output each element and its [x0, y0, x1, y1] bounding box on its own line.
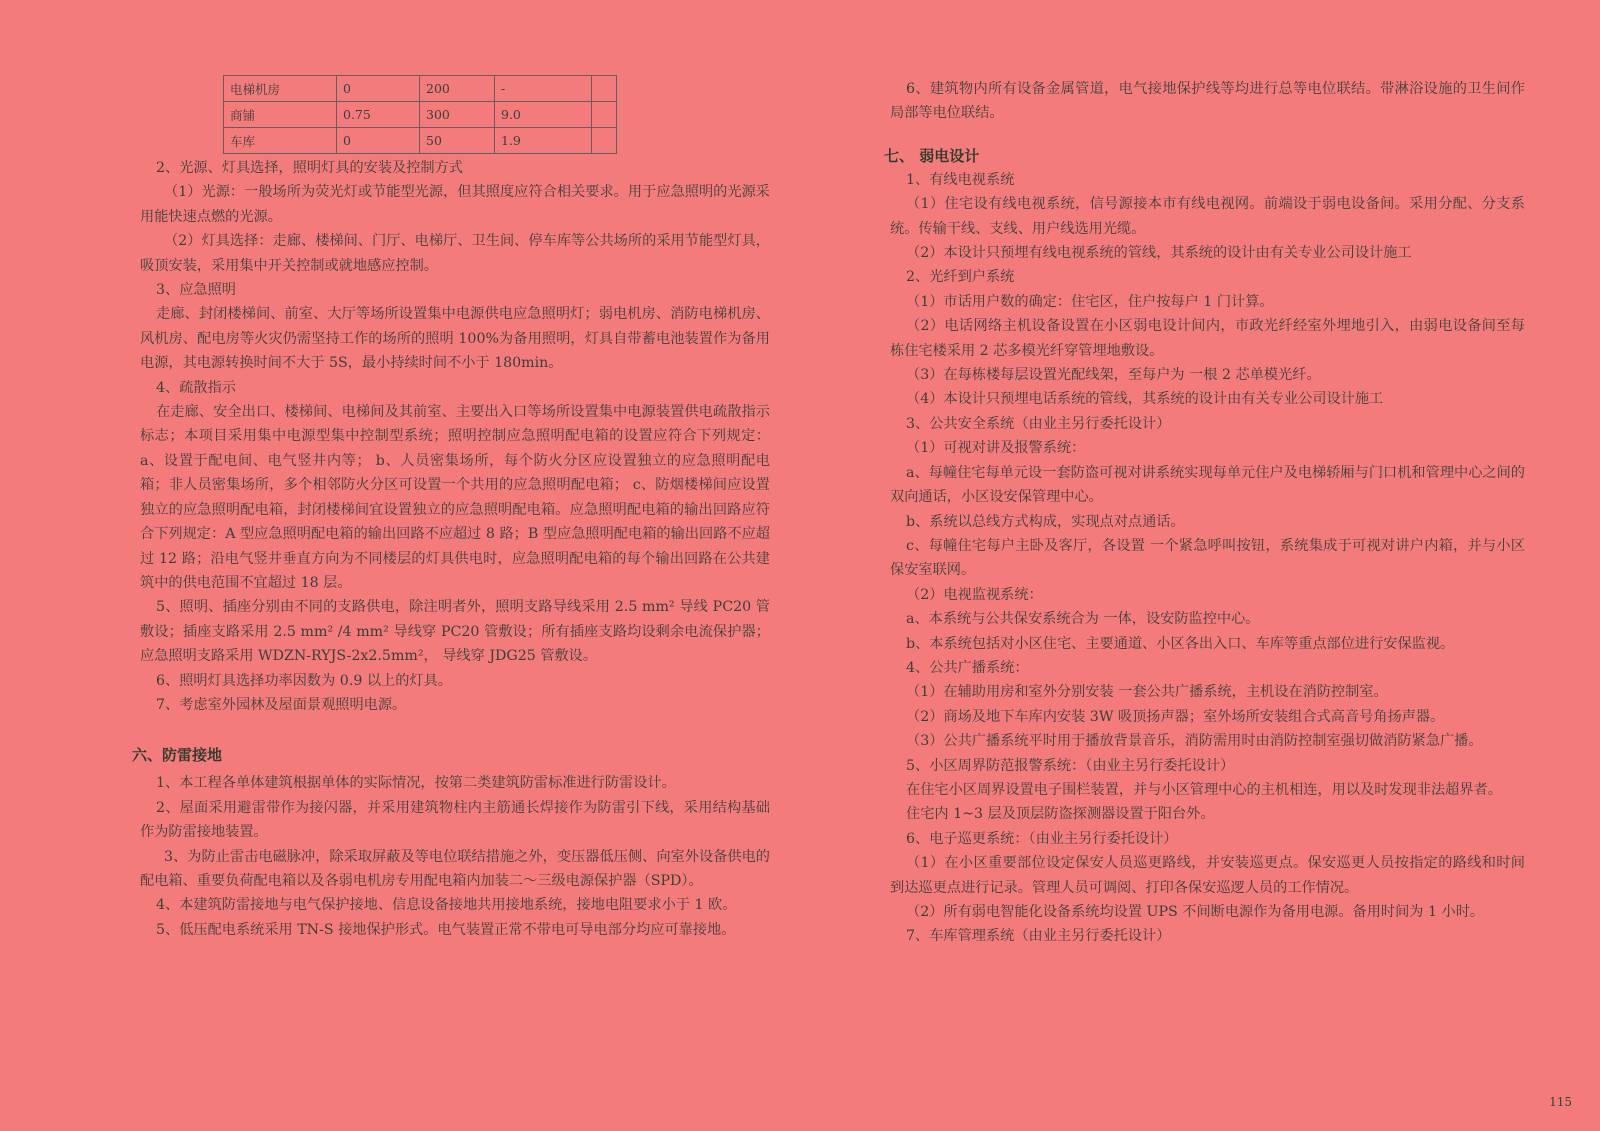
paragraph: 走廊、封闭楼梯间、前室、大厅等场所设置集中电源供电应急照明灯；弱电机房、消防电梯机房、风机房、配电房等火灾仍需坚持工作的场所的照明 100%为备用照明，灯具自带蓄电池装置作为备用电源，其电源转换时间不大于 5S，最小持续时间不小于 180min。	[140, 306, 770, 372]
paragraph: 在走廊、安全出口、楼梯间、电梯间及其前室、主要出入口等场所设置集中电源装置供电疏散指示标志；本项目采用集中电源型集中控制型系统；照明控制应急照明配电箱的设置应符合下列规定： a、设置于配电间、电气竖井内等； b、人员密集场所，每个防火分区应设置独立的应急照明配电箱；非人员密集场所，多个相邻防火分区可设置一个共用的应急照明配电箱； c、防烟楼梯间应设置独立的应急照明配电箱，封闭楼梯间宜设置独立的应急照明配电箱。应急照明配电箱的输出回路应符合下列规定：A 型应急照明配电箱的输出回路不应超过 8 路；B 型应急照明配电箱的输出回路不应超过 12 路；沿电气竖井垂直方向为不同楼层的灯具供电时，应急照明配电箱的每个输出回路在公共建筑中的供电范围不宜超过 18 层。	[140, 404, 770, 591]
paragraph: （3）在每栋楼每层设置光配线架，至每户为 一根 2 芯单模光纤。	[906, 367, 1321, 384]
table-row	[224, 102, 617, 128]
paragraph: 在住宅小区周界设置电子围栏装置，并与小区管理中心的主机相连，用以及时发现非法超界者。	[906, 781, 1502, 798]
heading-garage: 7、车库管理系统（由业主另行委托设计）	[906, 928, 1171, 945]
table-cell: 电梯机房	[224, 76, 337, 102]
heading-light-source: 2、光源、灯具选择，照明灯具的安装及控制方式	[156, 160, 463, 176]
section-title-lightning: 六、防雷接地	[132, 746, 223, 765]
paragraph: （3）公共广播系统平时用于播放背景音乐，消防需用时由消防控制室强切做消防紧急广播。	[906, 733, 1483, 750]
paragraph: 住宅内 1~3 层及顶层防盗探测器设置于阳台外。	[906, 806, 1215, 823]
paragraph: 5、照明、插座分别由不同的支路供电，除注明者外，照明支路导线采用 2.5 mm² 导线 PC20 管敷设；插座支路采用 2.5 mm² /4 mm² 导线穿 PC20 管敷设；所有插座支路均设剩余电流保护器；应急照明支路采用 WDZN-RYJS-2x2.5mm²， 导线穿 JDG25 管敷设。	[140, 599, 770, 665]
paragraph: （2）电话网络主机设备设置在小区弱电设计间内，市政光纤经室外埋地引入，由弱电设备间至每栋住宅楼采用 2 芯多模光纤穿管埋地敷设。	[890, 318, 1525, 359]
paragraph: （2）商场及地下车库内安装 3W 吸顶扬声器；室外场所安装组合式高音号角扬声器。	[906, 708, 1445, 725]
page-number: 115	[1549, 1095, 1572, 1109]
paragraph: 3、为防止雷击电磁脉冲，除采取屏蔽及等电位联结措施之外，变压器低压侧、向室外设备供电的配电箱、重要负荷配电箱以及各弱电机房专用配电箱内加装二～三级电源保护器（SPD）。	[140, 848, 770, 889]
paragraph: 5、低压配电系统采用 TN-S 接地保护形式。电气装置正常不带电可导电部分均应可靠接地。	[156, 921, 736, 938]
heading-evacuation: 4、疏散指示	[156, 379, 236, 396]
table-cell: 300	[420, 102, 495, 128]
heading-perimeter: 5、小区周界防范报警系统：（由业主另行委托设计）	[906, 757, 1235, 774]
paragraph: （2）灯具选择：走廊、楼梯间、门厅、电梯厅、卫生间、停车库等公共场所的采用节能型灯具，吸顶安装，采用集中开关控制或就地感应控制。	[140, 233, 770, 274]
table-cell	[592, 128, 617, 154]
heading-broadcast: 4、公共广播系统：	[906, 659, 1029, 676]
table-cell: 200	[420, 76, 495, 102]
paragraph: （1）在小区重要部位设定保安人员巡更路线，并安装巡更点。保安巡更人员按指定的路线和时间到达巡更点进行记录。管理人员可调阅、打印各保安巡逻人员的工作情况。	[890, 855, 1525, 896]
paragraph: 7、考虑室外园林及屋面景观照明电源。	[156, 696, 407, 713]
section-title-weak-current: 七、 弱电设计	[884, 146, 980, 165]
paragraph: 1、本工程各单体建筑根据单体的实际情况，按第二类建筑防雷标准进行防雷设计。	[156, 775, 676, 792]
table-cell: 0.75	[337, 102, 420, 128]
paragraph: 2、屋面采用避雷带作为接闪器，并采用建筑物柱内主筋通长焊接作为防雷引下线，采用结构基础作为防雷接地装置。	[140, 799, 770, 841]
paragraph: a、本系统与公共保安系统合为 一体，设安防监控中心。	[906, 611, 1260, 628]
table-cell	[592, 102, 617, 128]
table-row	[224, 128, 617, 154]
heading-patrol: 6、电子巡更系统：（由业主另行委托设计）	[906, 830, 1178, 847]
paragraph: （2）电视监视系统：	[906, 586, 1043, 603]
paragraph: （2）所有弱电智能化设备系统均设置 UPS 不间断电源作为备用电源。备用时间为 1 小时。	[906, 904, 1485, 920]
heading-emergency-lighting: 3、应急照明	[156, 282, 236, 299]
table-cell: 商铺	[224, 102, 337, 128]
paragraph: b、本系统包括对小区住宅、主要通道、小区各出入口、车库等重点部位进行安保监视。	[906, 635, 1455, 652]
paragraph: （4）本设计只预埋电话系统的管线，其系统的设计由有关专业公司设计施工	[906, 391, 1384, 408]
paragraph: 6、照明灯具选择功率因数为 0.9 以上的灯具。	[156, 672, 452, 689]
table-cell: 0	[337, 128, 420, 154]
lighting-table	[223, 75, 617, 154]
paragraph: （1）住宅设有线电视系统，信号源接本市有线电视网。前端设于弱电设备间。采用分配、分支系统。传输干线、支线、用户线选用光缆。	[890, 196, 1525, 237]
paragraph: （1）光源：一般场所为荧光灯或节能型光源，但其照度应符合相关要求。用于应急照明的光源采用能快速点燃的光源。	[140, 184, 770, 225]
table-cell: 1.9	[495, 128, 592, 154]
table-cell: 50	[420, 128, 495, 154]
paragraph: 4、本建筑防雷接地与电气保护接地、信息设备接地共用接地系统，接地电阻要求小于 1 欧。	[156, 897, 737, 914]
paragraph: 6、建筑物内所有设备金属管道，电气接地保护线等均进行总等电位联结。带淋浴设施的卫生间作局部等电位联结。	[890, 81, 1525, 122]
paragraph: （1）可视对讲及报警系统：	[906, 440, 1086, 457]
paragraph: b、系统以总线方式构成，实现点对点通话。	[906, 513, 1185, 530]
paragraph: c、每幢住宅每户主卧及客厅，各设置 一个紧急呼叫按钮，系统集成于可视对讲户内箱，并与小区保安室联网。	[890, 537, 1525, 579]
paragraph: （2）本设计只预埋有线电视系统的管线，其系统的设计由有关专业公司设计施工	[906, 245, 1412, 262]
table-cell: 0	[337, 76, 420, 102]
paragraph: a、每幢住宅每单元设一套防盗可视对讲系统实现每单元住户及电梯轿厢与门口机和管理中心之间的双向通话，小区设安保管理中心。	[890, 464, 1525, 506]
table-cell: -	[495, 76, 592, 102]
paragraph: （1）在辅助用房和室外分别安装 一套公共广播系统，主机设在消防控制室。	[906, 684, 1388, 701]
table-cell: 9.0	[495, 102, 592, 128]
right-column	[884, 77, 1525, 949]
table-cell: 车库	[224, 128, 337, 154]
table-cell	[592, 76, 617, 102]
heading-security: 3、公共安全系统（由业主另行委托设计）	[906, 415, 1171, 432]
heading-cable-tv: 1、有线电视系统	[906, 171, 1015, 188]
heading-fiber: 2、光纤到户系统	[906, 269, 1015, 286]
table-row	[224, 76, 617, 102]
paragraph: （1）市话用户数的确定：住宅区，住户按每户 1 门计算。	[906, 293, 1274, 310]
left-column	[132, 156, 770, 942]
